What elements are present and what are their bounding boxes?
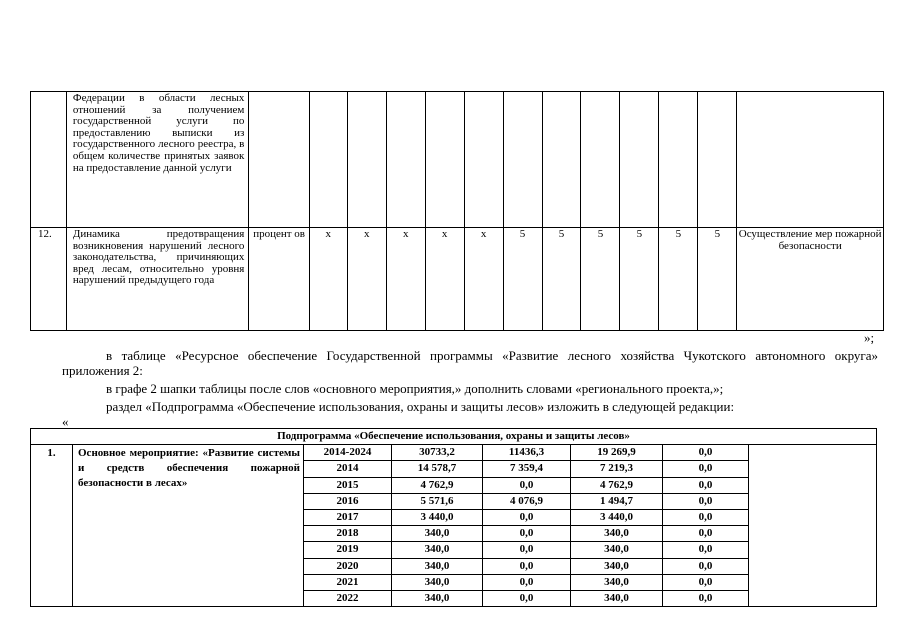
value-cell: 5 — [659, 228, 698, 331]
paragraph-resource-table: в таблице «Ресурсное обеспечение Государственной программы «Развитие лесного хозяйства Чукотского автономного округа» приложения 2: — [62, 348, 878, 378]
indicator-description: Динамика предотвращения возникновения нарушений лесного законодательства, причиняющих вред лесам, относительно уровня нарушений предыдущего года — [66, 228, 248, 331]
other-cell: 0,0 — [663, 461, 749, 477]
total-cell: 340,0 — [392, 526, 483, 542]
responsible-cell — [749, 445, 877, 607]
value-cell: х — [309, 228, 347, 331]
value-cell: х — [425, 228, 464, 331]
activity-description: Основное мероприятие: «Развитие системы и средств обеспечения пожарной безопасности в лесах» — [73, 445, 304, 607]
total-cell: 14 578,7 — [392, 461, 483, 477]
period-cell: 2018 — [304, 526, 392, 542]
paragraph-subprogram-section: раздел «Подпрограмма «Обеспечение использования, охраны и защиты лесов» изложить в следующей редакции: — [106, 399, 735, 414]
other-cell: 0,0 — [663, 510, 749, 526]
value-cell: 5 — [620, 228, 659, 331]
value-cell: х — [386, 228, 425, 331]
unit-cell: процент ов — [249, 228, 309, 331]
regional-cell: 340,0 — [571, 574, 663, 590]
federal-cell: 7 359,4 — [483, 461, 571, 477]
regional-cell: 340,0 — [571, 542, 663, 558]
period-cell: 2022 — [304, 591, 392, 607]
regional-cell: 340,0 — [571, 526, 663, 542]
other-cell: 0,0 — [663, 526, 749, 542]
other-cell: 0,0 — [663, 445, 749, 461]
total-cell: 4 762,9 — [392, 477, 483, 493]
total-cell: 340,0 — [392, 574, 483, 590]
value-cell: 5 — [581, 228, 620, 331]
regional-cell: 1 494,7 — [571, 493, 663, 509]
table-row — [31, 445, 877, 461]
total-cell: 340,0 — [392, 542, 483, 558]
regional-cell: 19 269,9 — [571, 445, 663, 461]
federal-cell: 0,0 — [483, 526, 571, 542]
other-cell: 0,0 — [663, 477, 749, 493]
federal-cell: 0,0 — [483, 574, 571, 590]
indicator-description: Федерации в области лесных отношений за получением государственной услуги по предоставлению выписки из государственного лесного реестра, в общем количестве принятых заявок на предоставление данной услуги — [66, 92, 248, 228]
regional-cell: 340,0 — [571, 558, 663, 574]
total-cell: 30733,2 — [392, 445, 483, 461]
federal-cell: 11436,3 — [483, 445, 571, 461]
federal-cell: 0,0 — [483, 542, 571, 558]
federal-cell: 0,0 — [483, 591, 571, 607]
opening-quote: « — [62, 414, 69, 429]
value-cell: 5 — [542, 228, 581, 331]
federal-cell: 4 076,9 — [483, 493, 571, 509]
other-cell: 0,0 — [663, 574, 749, 590]
other-cell: 0,0 — [663, 542, 749, 558]
period-cell: 2017 — [304, 510, 392, 526]
closing-quote: »; — [864, 330, 875, 345]
period-cell: 2020 — [304, 558, 392, 574]
row-number: 1. — [31, 445, 73, 607]
period-cell: 2021 — [304, 574, 392, 590]
period-cell: 2014-2024 — [304, 445, 392, 461]
indicators-table — [30, 91, 884, 331]
paragraph-header-column: в графе 2 шапки таблицы после слов «основного мероприятия,» дополнить словами «регионального проекта,»; — [106, 381, 724, 396]
value-cell: 5 — [503, 228, 542, 331]
value-cell: х — [464, 228, 503, 331]
other-cell: 0,0 — [663, 558, 749, 574]
total-cell: 5 571,6 — [392, 493, 483, 509]
value-cell: 5 — [698, 228, 737, 331]
row-number: 12. — [31, 228, 67, 331]
table-title-row — [31, 429, 877, 445]
regional-cell: 340,0 — [571, 591, 663, 607]
regional-cell: 4 762,9 — [571, 477, 663, 493]
total-cell: 340,0 — [392, 558, 483, 574]
subprogram-title: Подпрограмма «Обеспечение использования, охраны и защиты лесов» — [31, 429, 877, 445]
period-cell: 2016 — [304, 493, 392, 509]
period-cell: 2019 — [304, 542, 392, 558]
value-cell: х — [347, 228, 386, 331]
federal-cell: 0,0 — [483, 510, 571, 526]
table-row — [31, 92, 884, 228]
regional-cell: 7 219,3 — [571, 461, 663, 477]
table-row — [31, 228, 884, 331]
other-cell: 0,0 — [663, 493, 749, 509]
resource-table — [30, 428, 877, 607]
total-cell: 340,0 — [392, 591, 483, 607]
row-number-cell — [31, 92, 67, 228]
period-cell: 2015 — [304, 477, 392, 493]
note-cell: Осуществление мер пожарной безопасности — [737, 228, 884, 331]
regional-cell: 3 440,0 — [571, 510, 663, 526]
federal-cell: 0,0 — [483, 477, 571, 493]
federal-cell: 0,0 — [483, 558, 571, 574]
total-cell: 3 440,0 — [392, 510, 483, 526]
other-cell: 0,0 — [663, 591, 749, 607]
period-cell: 2014 — [304, 461, 392, 477]
